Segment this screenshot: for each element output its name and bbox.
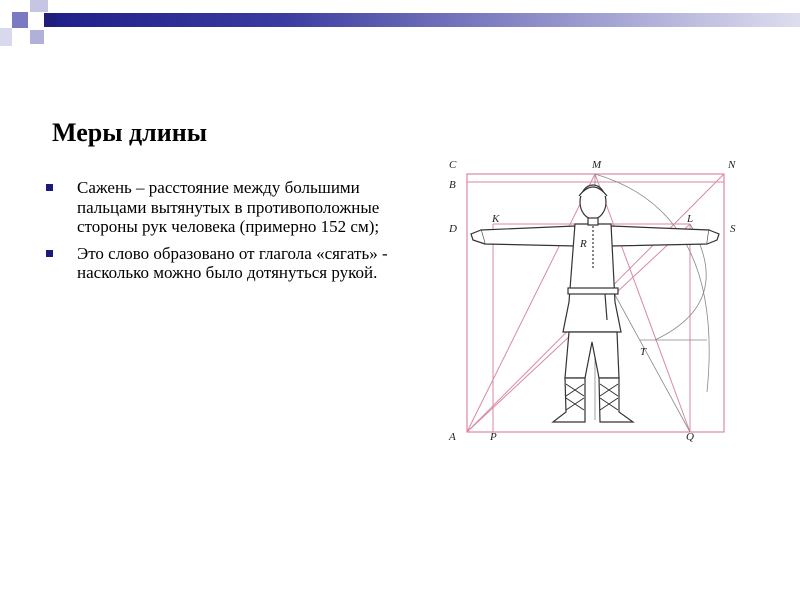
figure-drawing — [445, 152, 745, 450]
header-square-2 — [30, 0, 48, 12]
label-r: R — [580, 238, 587, 250]
bullet-text: Сажень – расстояние между большими пальцами вытянутых в противоположные стороны рук человека (примерно 152 см); — [77, 178, 380, 236]
right-arm — [611, 226, 709, 246]
label-l: L — [687, 213, 694, 225]
slide-title: Меры длины — [52, 118, 207, 147]
bullet-item — [46, 244, 391, 283]
sazhen-figure — [445, 152, 745, 450]
header-square-3 — [0, 28, 12, 46]
bullet-text: Это слово образовано от глагола «сягать» - насколько можно было дотянуться рукой. — [77, 243, 388, 282]
bullet-square-icon — [46, 184, 53, 191]
header-square-1 — [12, 12, 28, 28]
label-s: S — [730, 223, 736, 235]
label-k: K — [492, 213, 500, 225]
label-d: D — [449, 223, 457, 235]
header-square-4 — [30, 30, 44, 44]
right-boot — [599, 378, 633, 422]
hair — [579, 187, 607, 196]
left-arm — [481, 226, 575, 246]
label-m: M — [592, 159, 602, 171]
bullet-list — [46, 178, 391, 290]
bullet-item — [46, 178, 391, 237]
header-square-5 — [44, 13, 56, 27]
bullet-square-icon — [46, 250, 53, 257]
label-t: T — [640, 346, 647, 358]
label-b: B — [449, 179, 456, 191]
neck — [588, 218, 598, 225]
label-p: P — [490, 431, 497, 443]
header-bar — [56, 13, 800, 27]
label-n: N — [728, 159, 736, 171]
label-c: C — [449, 159, 457, 171]
trousers — [565, 332, 619, 378]
right-hand — [707, 230, 719, 244]
label-a: A — [449, 431, 456, 443]
belt — [568, 288, 618, 294]
label-q: Q — [686, 431, 694, 443]
